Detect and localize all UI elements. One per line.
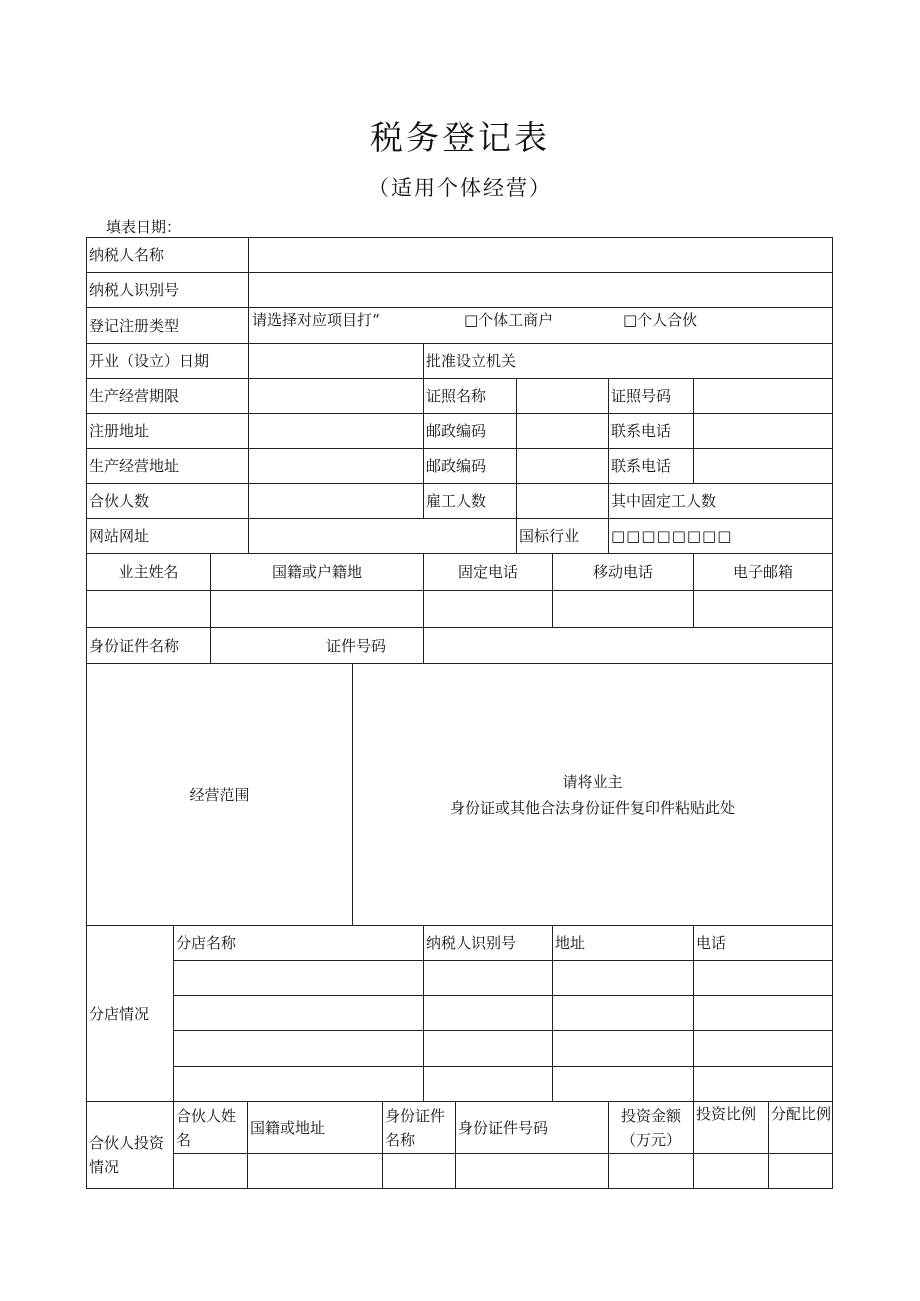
partner-id-type-field[interactable] [382, 1153, 456, 1189]
taxpayer-id-label: 纳税人识别号 [86, 272, 249, 308]
paste-note-line-1: 请将业主 [562, 772, 623, 791]
operation-period-label: 生产经营期限 [86, 378, 249, 414]
partner-distribution-field[interactable] [768, 1153, 833, 1189]
partner-count-label: 合伙人数 [86, 483, 249, 519]
branch-header-taxid: 纳税人识别号 [423, 925, 553, 961]
form-subtitle: （适用个体经营） [368, 176, 552, 200]
branch-name-field[interactable] [173, 1030, 424, 1067]
partner-header-id-type: 身份证件名称 [382, 1101, 456, 1154]
reg-type-label: 登记注册类型 [86, 307, 249, 344]
approval-authority-label: 批准设立机关 [423, 343, 833, 379]
business-scope-label: 经营范围 [86, 663, 353, 926]
id-doc-no-field[interactable] [423, 627, 833, 664]
reg-postal-code-label: 邮政编码 [423, 413, 517, 449]
branch-name-field[interactable] [173, 1066, 424, 1102]
partner-count-field[interactable] [248, 483, 424, 519]
reg-address-field[interactable] [248, 413, 424, 449]
branch-address-field[interactable] [552, 1066, 694, 1102]
license-no-label: 证照号码 [608, 378, 694, 414]
reg-postal-code-field[interactable] [516, 413, 609, 449]
business-address-field[interactable] [248, 448, 424, 484]
branch-address-field[interactable] [552, 995, 694, 1031]
license-name-label: 证照名称 [423, 378, 517, 414]
owner-header-name: 业主姓名 [86, 553, 211, 591]
partner-ratio-field[interactable] [693, 1153, 769, 1189]
industry-code-label: 国标行业 [516, 518, 609, 554]
reg-contact-phone-field[interactable] [693, 413, 833, 449]
fill-date-label: 填表日期： [106, 218, 182, 236]
partner-id-no-field[interactable] [455, 1153, 609, 1189]
employee-count-field[interactable] [516, 483, 609, 519]
branch-taxid-field[interactable] [423, 995, 553, 1031]
license-no-field[interactable] [693, 378, 833, 414]
license-name-field[interactable] [516, 378, 609, 414]
owner-header-nationality: 国籍或户籍地 [210, 553, 424, 591]
branch-phone-field[interactable] [693, 995, 833, 1031]
branch-name-field[interactable] [173, 995, 424, 1031]
owner-mobile-field[interactable] [552, 590, 694, 628]
reg-contact-phone-label: 联系电话 [608, 413, 694, 449]
partner-header-id-no: 身份证件号码 [455, 1101, 609, 1154]
branch-header-phone: 电话 [693, 925, 833, 961]
taxpayer-name-label: 纳税人名称 [86, 237, 249, 273]
branch-name-field[interactable] [173, 960, 424, 996]
owner-header-mobile: 移动电话 [552, 553, 694, 591]
reg-type-field [248, 307, 833, 344]
reg-type-hint: 请选择对应项目打“ [252, 311, 380, 329]
biz-postal-code-field[interactable] [516, 448, 609, 484]
branch-phone-field[interactable] [693, 1030, 833, 1067]
branch-header-name: 分店名称 [173, 925, 424, 961]
industry-code-boxes[interactable]: □□□□□□□□ [608, 518, 833, 554]
website-field[interactable] [248, 518, 517, 554]
branch-section-label: 分店情况 [86, 925, 174, 1102]
owner-landline-field[interactable] [423, 590, 553, 628]
owner-email-field[interactable] [693, 590, 833, 628]
id-doc-no-label: 证件号码 [210, 627, 424, 664]
branch-header-address: 地址 [552, 925, 694, 961]
partner-amount-field[interactable] [608, 1153, 694, 1189]
business-address-label: 生产经营地址 [86, 448, 249, 484]
owner-header-email: 电子邮箱 [693, 553, 833, 591]
partner-header-name: 合伙人姓名 [173, 1101, 248, 1154]
owner-name-field[interactable] [86, 590, 211, 628]
taxpayer-id-field[interactable] [248, 272, 833, 308]
branch-address-field[interactable] [552, 960, 694, 996]
reg-address-label: 注册地址 [86, 413, 249, 449]
partner-nationality-field[interactable] [247, 1153, 383, 1189]
website-label: 网站网址 [86, 518, 249, 554]
partner-header-amount: 投资金额（万元） [608, 1101, 694, 1154]
branch-phone-field[interactable] [693, 1066, 833, 1102]
form-title: 税务登记表 [370, 118, 550, 157]
option-individual-business-checkbox[interactable]: □个体工商户 [464, 311, 554, 329]
branch-taxid-field[interactable] [423, 1030, 553, 1067]
branch-taxid-field[interactable] [423, 1066, 553, 1102]
branch-taxid-field[interactable] [423, 960, 553, 996]
owner-nationality-field[interactable] [210, 590, 424, 628]
partner-investment-label: 合伙人投资情况 [86, 1101, 174, 1189]
id-copy-paste-area [352, 663, 833, 926]
paste-note-line-2: 身份证或其他合法身份证件复印件粘贴此处 [449, 798, 735, 817]
biz-postal-code-label: 邮政编码 [423, 448, 517, 484]
option-partnership-checkbox[interactable]: □个人合伙 [623, 311, 698, 329]
operation-period-field[interactable] [248, 378, 424, 414]
partner-header-distribution: 分配比例 [768, 1101, 833, 1154]
partner-header-nationality: 国籍或地址 [247, 1101, 383, 1154]
branch-phone-field[interactable] [693, 960, 833, 996]
fixed-employee-count-label: 其中固定工人数 [608, 483, 833, 519]
partner-header-ratio: 投资比例 [693, 1101, 769, 1154]
employee-count-label: 雇工人数 [423, 483, 517, 519]
start-date-field[interactable] [248, 343, 424, 379]
id-doc-name-label: 身份证件名称 [86, 627, 211, 664]
biz-contact-phone-label: 联系电话 [608, 448, 694, 484]
start-date-label: 开业（设立）日期 [86, 343, 249, 379]
owner-header-landline: 固定电话 [423, 553, 553, 591]
taxpayer-name-field[interactable] [248, 237, 833, 273]
partner-name-field[interactable] [173, 1153, 248, 1189]
branch-address-field[interactable] [552, 1030, 694, 1067]
biz-contact-phone-field[interactable] [693, 448, 833, 484]
